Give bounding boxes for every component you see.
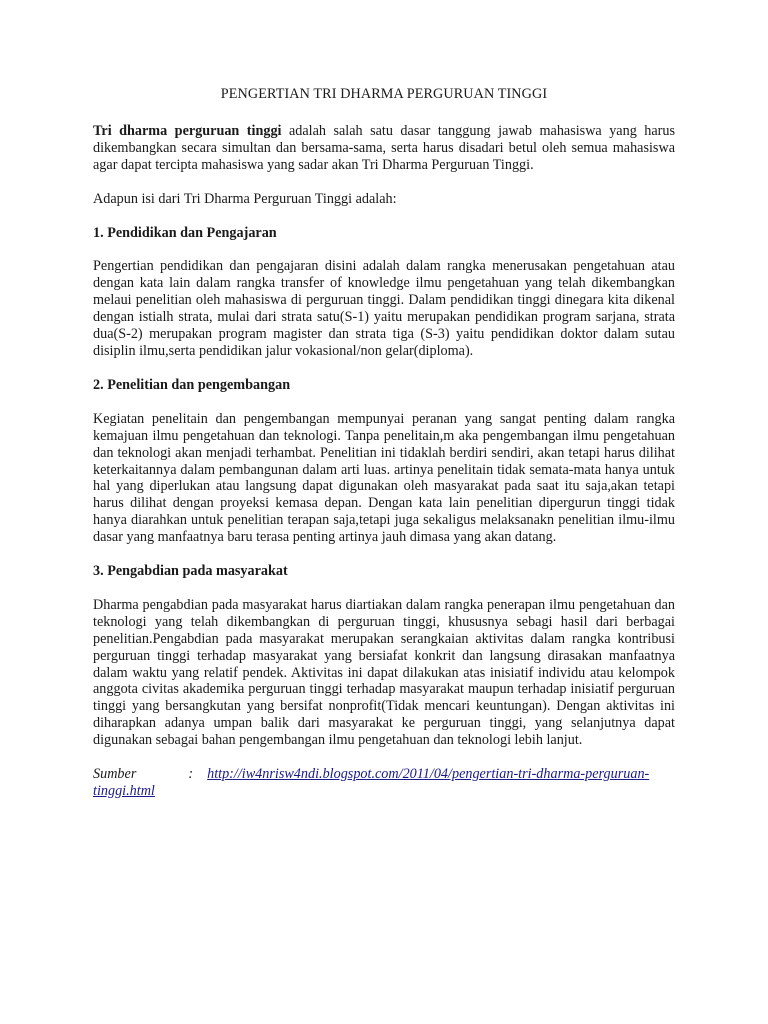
- section-heading-1: 1. Pendidikan dan Pengajaran: [93, 224, 277, 241]
- section-body-1: Pengertian pendidikan dan pengajaran disini adalah dalam rangka menerusakan pengetahuan atau dengan kata lain dalam rangka transfer of knowledge ilmu pengetahuan yang telah dikembangkan melaui penelitian oleh mahasiswa di perguruan tinggi. Dalam pendidikan tinggi dinegara kita dikenal dengan istialh strata, mulai dari strata satu(S-1) yaitu merupakan pendidikan program sarjana, strata dua(S-2) merupakan program magister dan strata tiga (S-3) yaitu pendidikan doktor dalam sutau disiplin ilmu,serta pendidikan jalur vokasional/non gelar(diploma).: [93, 258, 675, 359]
- source-line: [93, 766, 675, 800]
- section-body-2: Kegiatan penelitain dan pengembangan mempunyai peranan yang sangat penting dalam rangka kemajuan ilmu pengetahuan dan teknologi. Tanpa penelitain,m aka pengembangan ilmu pengetahuan dan teknologi akan menjadi terhambat. Penelitian ini tidaklah berdiri sendiri, akan tetapi harus dilihat keterkaitannya dalam pembangunan dalam arti luas. artinya penelitain tidak semata-mata hanya untuk hal yang diperlukan atau langsung dapat digunakan oleh masyarakat pada saat itu saja,akan tetapi harus dilihat dengan proyeksi kemasa depan. Dengan kata lain penelitian dipergurun tinggi tidak hanya diarahkan untuk penelitian terapan saja,tetapi juga sekaligus melaksanakn penelitian ilmu-ilmu dasar yang manfaatnya baru terasa penting artinya jauh dimasa yang akan datang.: [93, 410, 675, 546]
- source-separator: :: [188, 766, 194, 783]
- source-link[interactable]: http://iw4nrisw4ndi.blogspot.com/2011/04/pengertian-tri-dharma-perguruan-tinggi.html: [93, 766, 650, 799]
- intro-paragraph: [93, 123, 675, 174]
- section-body-3: Dharma pengabdian pada masyarakat harus diartiakan dalam rangka penerapan ilmu pengetahuan dan teknologi yang telah dikembangkan di perguruan tinggi, khususnya sebagi hasil dari berbagai penelitian.Pengabdian pada masyarakat merupakan serangkaian aktivitas dalam rangka kontribusi perguruan tinggi terhadap masyarakat yang bersiafat konkrit dan langsung dirasakan manfaatnya dalam waktu yang relatif pendek. Aktivitas ini dapat dilakukan atas inisiatif individu atau kelompok anggota civitas akademika perguruan tinggi terhadap masyarakat maupun terhadap inisiatif perguruan tinggi yang bersangkutan yang bersifat nonprofit(Tidak mencari keuntungan). Dengan aktivitas ini diharapkan adanya umpan balik dari masyarakat ke perguruan tinggi, yang selanjutnya dapat digunakan sebagai bahan pengembangan ilmu pengetahuan dan teknologi lebih lanjut.: [93, 596, 675, 749]
- intro-bold-lead: Tri dharma perguruan tinggi: [93, 122, 282, 139]
- section-heading-3: 3. Pengabdian pada masyarakat: [93, 563, 288, 580]
- source-label: Sumber: [93, 766, 137, 783]
- section-heading-2: 2. Penelitian dan pengembangan: [93, 376, 291, 393]
- document-page: [93, 86, 675, 800]
- document-title: PENGERTIAN TRI DHARMA PERGURUAN TINGGI: [220, 86, 548, 102]
- list-intro: Adapun isi dari Tri Dharma Perguruan Tinggi adalah:: [93, 190, 397, 207]
- intro-text: adalah salah satu dasar tanggung jawab mahasiswa yang harus dikembangkan secara simultan dan bersama-sama, serta harus disadari betul oleh semua mahasiswa agar dapat tercipta mahasiswa yang sadar akan Tri Dharma Perguruan Tinggi.: [93, 122, 675, 173]
